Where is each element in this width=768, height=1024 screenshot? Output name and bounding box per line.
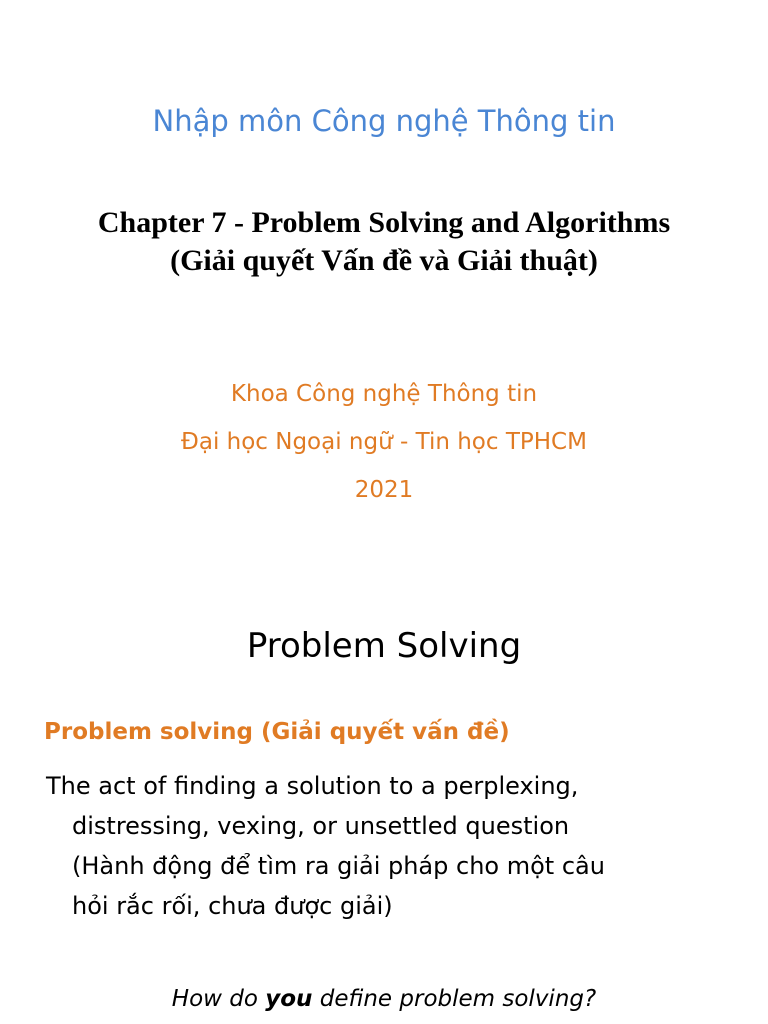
- definition-line: The act of finding a solution to a perplexing,: [46, 772, 579, 800]
- definition-line: distressing, vexing, or unsettled question: [72, 812, 570, 840]
- discussion-question: [0, 986, 768, 1012]
- course-title: Nhập môn Công nghệ Thông tin: [152, 104, 616, 138]
- definition-text: [46, 766, 736, 926]
- term-heading: Problem solving (Giải quyết vấn đề): [44, 719, 510, 745]
- year: 2021: [354, 477, 414, 503]
- faculty-name: Khoa Công nghệ Thông tin: [230, 381, 538, 407]
- university-name: Đại học Ngoại ngữ - Tin học TPHCM: [181, 429, 587, 455]
- slide-title: Problem Solving: [246, 626, 522, 666]
- question-start: How do: [171, 986, 266, 1012]
- organization-block: [0, 370, 768, 514]
- definition-line: hỏi rắc rối, chưa được giải): [72, 892, 393, 920]
- definition-line: (Hành động để tìm ra giải pháp cho một câu: [72, 852, 605, 880]
- chapter-title-vietnamese: (Giải quyết Vấn đề và Giải thuật): [170, 244, 598, 277]
- question-end: define problem solving?: [312, 986, 597, 1012]
- chapter-heading: [0, 204, 768, 280]
- content-slide: [0, 576, 768, 1024]
- question-emphasis: you: [265, 986, 313, 1012]
- chapter-title-english: Chapter 7 - Problem Solving and Algorithms: [97, 206, 671, 239]
